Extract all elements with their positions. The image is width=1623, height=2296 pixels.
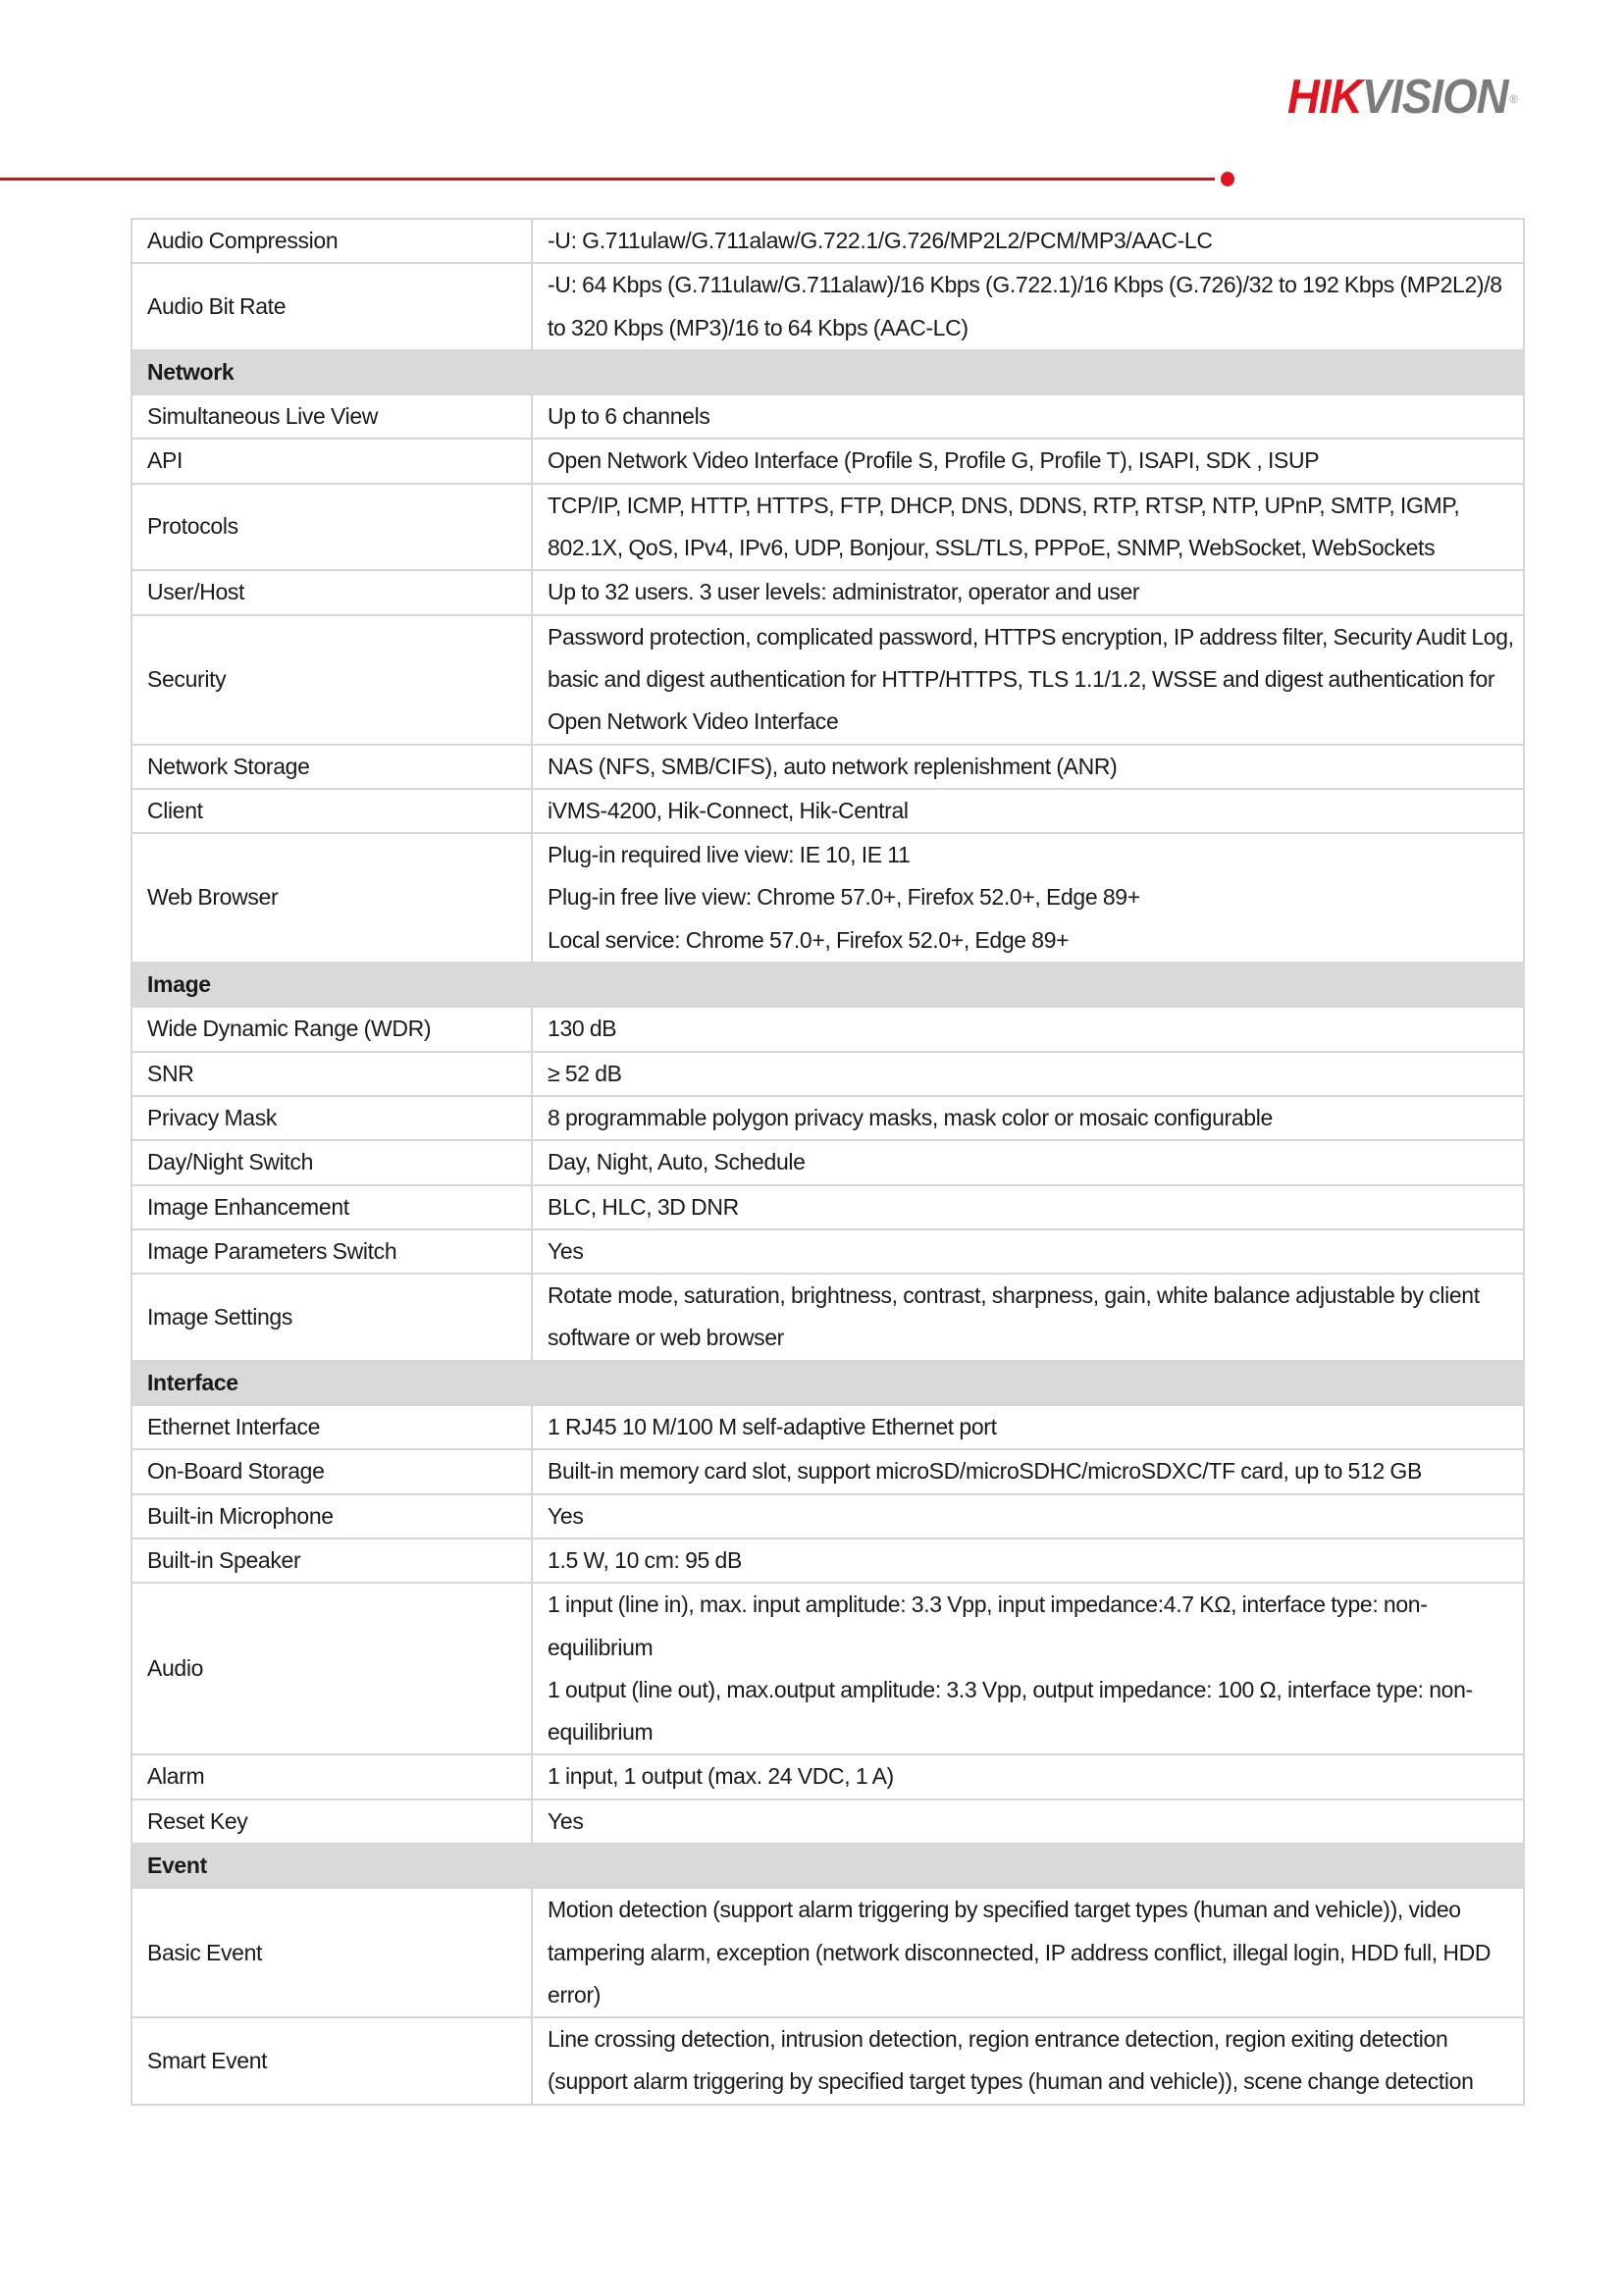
spec-value-line: 1 RJ45 10 M/100 M self-adaptive Ethernet port — [548, 1414, 997, 1440]
spec-row — [131, 1539, 1524, 1583]
spec-row — [131, 1583, 1524, 1754]
spec-label: Web Browser — [131, 833, 532, 963]
spec-value-line: BLC, HLC, 3D DNR — [548, 1193, 739, 1220]
spec-label: Privacy Mask — [131, 1096, 532, 1140]
spec-value — [532, 1007, 1524, 1051]
section-header-row — [131, 350, 1524, 394]
spec-label: Basic Event — [131, 1888, 532, 2017]
spec-row — [131, 1052, 1524, 1096]
spec-value-line: 1 input, 1 output (max. 24 VDC, 1 A) — [548, 1763, 894, 1790]
spec-table-body — [131, 219, 1524, 2105]
spec-value-line: ≥ 52 dB — [548, 1060, 622, 1086]
spec-label: Audio Compression — [131, 219, 532, 263]
spec-value — [532, 615, 1524, 745]
spec-value-line: Yes — [548, 1807, 584, 1834]
spec-label: On-Board Storage — [131, 1449, 532, 1493]
spec-row — [131, 1449, 1524, 1493]
spec-value — [532, 1229, 1524, 1274]
spec-value — [532, 1494, 1524, 1539]
spec-value — [532, 1449, 1524, 1493]
spec-value-line: NAS (NFS, SMB/CIFS), auto network replenishment (ANR) — [548, 753, 1118, 779]
spec-value-line: Built-in memory card slot, support microSD/microSDHC/microSDXC/TF card, up to 512 GB — [548, 1458, 1422, 1485]
spec-row — [131, 484, 1524, 571]
spec-value — [532, 439, 1524, 483]
logo-vision: VISION — [1361, 71, 1508, 124]
spec-value — [532, 1052, 1524, 1096]
header-divider-line — [0, 178, 1215, 181]
spec-value-line: 1.5 W, 10 cm: 95 dB — [548, 1546, 742, 1573]
spec-row — [131, 439, 1524, 483]
spec-label: Audio — [131, 1583, 532, 1754]
spec-label: Built-in Speaker — [131, 1539, 532, 1583]
section-title: Image — [131, 963, 1524, 1007]
spec-row — [131, 1274, 1524, 1361]
spec-label: Alarm — [131, 1754, 532, 1799]
header-divider-dot — [1221, 172, 1234, 186]
spec-label: SNR — [131, 1052, 532, 1096]
spec-value — [532, 1583, 1524, 1754]
spec-value-line: Local service: Chrome 57.0+, Firefox 52.0+, Edge 89+ — [548, 926, 1070, 953]
logo-hik: HIK — [1287, 71, 1362, 124]
spec-row — [131, 833, 1524, 963]
spec-value — [532, 394, 1524, 439]
spec-label: Wide Dynamic Range (WDR) — [131, 1007, 532, 1051]
spec-label: Simultaneous Live View — [131, 394, 532, 439]
spec-row — [131, 2017, 1524, 2105]
spec-value-line: Rotate mode, saturation, brightness, contrast, sharpness, gain, white balance adjustable by client software or web browser — [548, 1282, 1480, 1351]
spec-value-line: 1 output (line out), max.output amplitude: 3.3 Vpp, output impedance: 100 Ω, interface type: non-equilibrium — [548, 1676, 1473, 1746]
spec-value — [532, 1185, 1524, 1229]
spec-row — [131, 219, 1524, 263]
spec-value-line: -U: G.711ulaw/G.711alaw/G.722.1/G.726/MP2L2/PCM/MP3/AAC-LC — [548, 228, 1213, 253]
spec-value-line: 1 input (line in), max. input amplitude: 3.3 Vpp, input impedance:4.7 KΩ, interface type: non-equilibrium — [548, 1592, 1428, 1660]
spec-label: User/Host — [131, 570, 532, 614]
spec-value-line: TCP/IP, ICMP, HTTP, HTTPS, FTP, DHCP, DNS, DDNS, RTP, RTSP, NTP, UPnP, SMTP, IGMP, 802.1X, QoS, IPv4, IPv6, UDP, Bonjour, SSL/TLS, PPPoE, SNMP, WebSocket, WebSockets — [548, 492, 1460, 561]
spec-value-line: Yes — [548, 1502, 584, 1529]
spec-row — [131, 615, 1524, 745]
spec-row — [131, 1754, 1524, 1799]
registered-mark: ® — [1509, 92, 1517, 106]
spec-row — [131, 570, 1524, 614]
spec-value-line: Open Network Video Interface (Profile S, Profile G, Profile T), ISAPI, SDK , ISUP — [548, 447, 1320, 474]
spec-row — [131, 745, 1524, 789]
spec-value — [532, 833, 1524, 963]
spec-value-line: Password protection, complicated password, HTTPS encryption, IP address filter, Security Audit Log, basic and digest authentication for HTTP/HTTPS, TLS 1.1/1.2, WSSE and digest authentication for Open Network Video Interface — [548, 623, 1514, 735]
spec-row — [131, 1800, 1524, 1844]
spec-row — [131, 394, 1524, 439]
spec-value — [532, 789, 1524, 833]
spec-row — [131, 789, 1524, 833]
section-header-row — [131, 1844, 1524, 1888]
spec-label: Reset Key — [131, 1800, 532, 1844]
spec-row — [131, 1229, 1524, 1274]
spec-value-line: Plug-in free live view: Chrome 57.0+, Firefox 52.0+, Edge 89+ — [548, 884, 1140, 911]
section-title: Interface — [131, 1361, 1524, 1405]
spec-value-line: Line crossing detection, intrusion detection, region entrance detection, region exiting detection (support alarm triggering by specified target types (human and vehicle)), scene change detection — [548, 2026, 1474, 2095]
section-title: Event — [131, 1844, 1524, 1888]
spec-value — [532, 1140, 1524, 1184]
spec-value — [532, 1754, 1524, 1799]
spec-value — [532, 1405, 1524, 1449]
spec-label: Security — [131, 615, 532, 745]
spec-label: Day/Night Switch — [131, 1140, 532, 1184]
spec-label: Image Enhancement — [131, 1185, 532, 1229]
spec-value-line: 130 dB — [548, 1016, 617, 1042]
section-header-row — [131, 1361, 1524, 1405]
spec-value-line: Up to 6 channels — [548, 403, 710, 430]
spec-value — [532, 263, 1524, 350]
spec-row — [131, 1096, 1524, 1140]
hikvision-logo — [1287, 73, 1517, 122]
spec-row — [131, 1405, 1524, 1449]
spec-value-line: Up to 32 users. 3 user levels: administrator, operator and user — [548, 579, 1140, 605]
spec-value — [532, 219, 1524, 263]
spec-label: Audio Bit Rate — [131, 263, 532, 350]
spec-value-line: Yes — [548, 1237, 584, 1264]
spec-row — [131, 1185, 1524, 1229]
spec-value-line: Plug-in required live view: IE 10, IE 11 — [548, 842, 911, 868]
spec-row — [131, 1494, 1524, 1539]
spec-label: Smart Event — [131, 2017, 532, 2105]
spec-value-line: iVMS-4200, Hik-Connect, Hik-Central — [548, 797, 909, 823]
spec-value — [532, 2017, 1524, 2105]
spec-table — [131, 218, 1525, 2106]
spec-row — [131, 263, 1524, 350]
spec-value — [532, 1800, 1524, 1844]
spec-label: Image Settings — [131, 1274, 532, 1361]
spec-value — [532, 1888, 1524, 2017]
spec-value — [532, 484, 1524, 571]
spec-value-line: Day, Night, Auto, Schedule — [548, 1149, 806, 1175]
spec-row — [131, 1007, 1524, 1051]
spec-value — [532, 1096, 1524, 1140]
spec-label: Image Parameters Switch — [131, 1229, 532, 1274]
spec-label: Protocols — [131, 484, 532, 571]
section-header-row — [131, 963, 1524, 1007]
spec-value — [532, 570, 1524, 614]
spec-value-line: 8 programmable polygon privacy masks, mask color or mosaic configurable — [548, 1104, 1273, 1130]
spec-label: Built-in Microphone — [131, 1494, 532, 1539]
spec-value-line: Motion detection (support alarm triggering by specified target types (human and vehicle)), video tampering alarm, exception (network disconnected, IP address conflict, illegal login, HDD full, HDD error) — [548, 1897, 1492, 2008]
spec-label: API — [131, 439, 532, 483]
spec-value — [532, 1274, 1524, 1361]
section-title: Network — [131, 350, 1524, 394]
spec-row — [131, 1140, 1524, 1184]
spec-label: Ethernet Interface — [131, 1405, 532, 1449]
spec-value — [532, 745, 1524, 789]
spec-label: Client — [131, 789, 532, 833]
spec-value-line: -U: 64 Kbps (G.711ulaw/G.711alaw)/16 Kbps (G.722.1)/16 Kbps (G.726)/32 to 192 Kbps (MP2L2)/8 to 320 Kbps (MP3)/16 to 64 Kbps (AAC-LC) — [548, 272, 1502, 340]
spec-value — [532, 1539, 1524, 1583]
spec-label: Network Storage — [131, 745, 532, 789]
spec-row — [131, 1888, 1524, 2017]
